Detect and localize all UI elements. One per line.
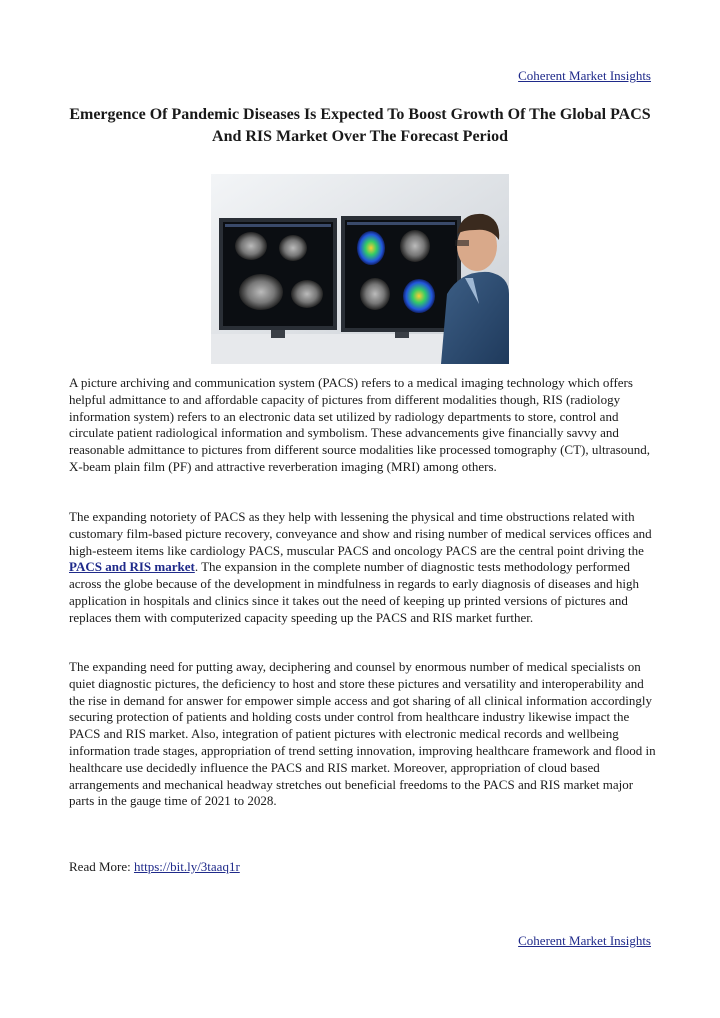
pacs-ris-market-link[interactable]: PACS and RIS market [69,559,195,575]
hero-image [211,174,509,364]
paragraph-2-text-after: . The expansion in the complete number of diagnostic tests methodology performed across the globe because of the development in mindfulness in regards to early diagnosis of diseases and high application in hospitals and clinics since it takes out the need of keeping up printed versions of pictures and replaces them with computerized capacity speeding up the PACS and RIS market further. [69,559,640,625]
read-more-label: Read More: [69,859,134,874]
read-more-url-link[interactable]: https://bit.ly/3taaq1r [133,859,240,874]
article-title: Emergence Of Pandemic Diseases Is Expected To Boost Growth Of The Global PACS And RIS Market Over The Forecast Period [69,106,651,145]
paragraph-2 [69,509,659,627]
header-brand-link[interactable]: Coherent Market Insights [518,68,651,83]
paragraph-3: The expanding need for putting away, deciphering and counsel by enormous number of medical specialists on quiet diagnostic pictures, the deficiency to host and store these pictures and versatility and interoperability and the rise in demand for answer for empower simple access and got sharing of all clinical information accordingly securing protection of patients and holding costs under control from healthcare industry likewise impact the PACS and RIS market. Also, integration of patient pictures with electronic medical records and wellbeing information trade stages, appropriation of trend setting innovation, improving healthcare framework and flood in healthcare use decidedly influence the PACS and RIS market. Moreover, appropriation of cloud based arrangements and mechanical headway stretches out beneficial freedoms to the PACS and RIS market major parts in the gauge time of 2021 to 2028. [69,659,656,809]
footer-brand-link[interactable]: Coherent Market Insights [518,933,651,948]
paragraph-1: A picture archiving and communication system (PACS) refers to a medical imaging technology which offers helpful admittance to and affordable capacity of pictures from different modalities though, RIS (radiology information system) refers to an electronic data set utilized by radiology departments to store, control and circulate patient radiological information and symbolism. These advancements give financially savvy and reasonable admittance to pictures from different source modalities like processed tomography (CT), ultrasound, X-beam plain film (PF) and attractive reverberation imaging (MRI) among others. [69,375,650,474]
read-more [69,859,659,876]
paragraph-2-text-before: The expanding notoriety of PACS as they help with lessening the physical and time obstructions related with customary film-based picture recovery, conveyance and show and rising number of medical services offices and high-esteem items like cardiology PACS, muscular PACS and oncology PACS are the central point driving the [69,509,652,558]
